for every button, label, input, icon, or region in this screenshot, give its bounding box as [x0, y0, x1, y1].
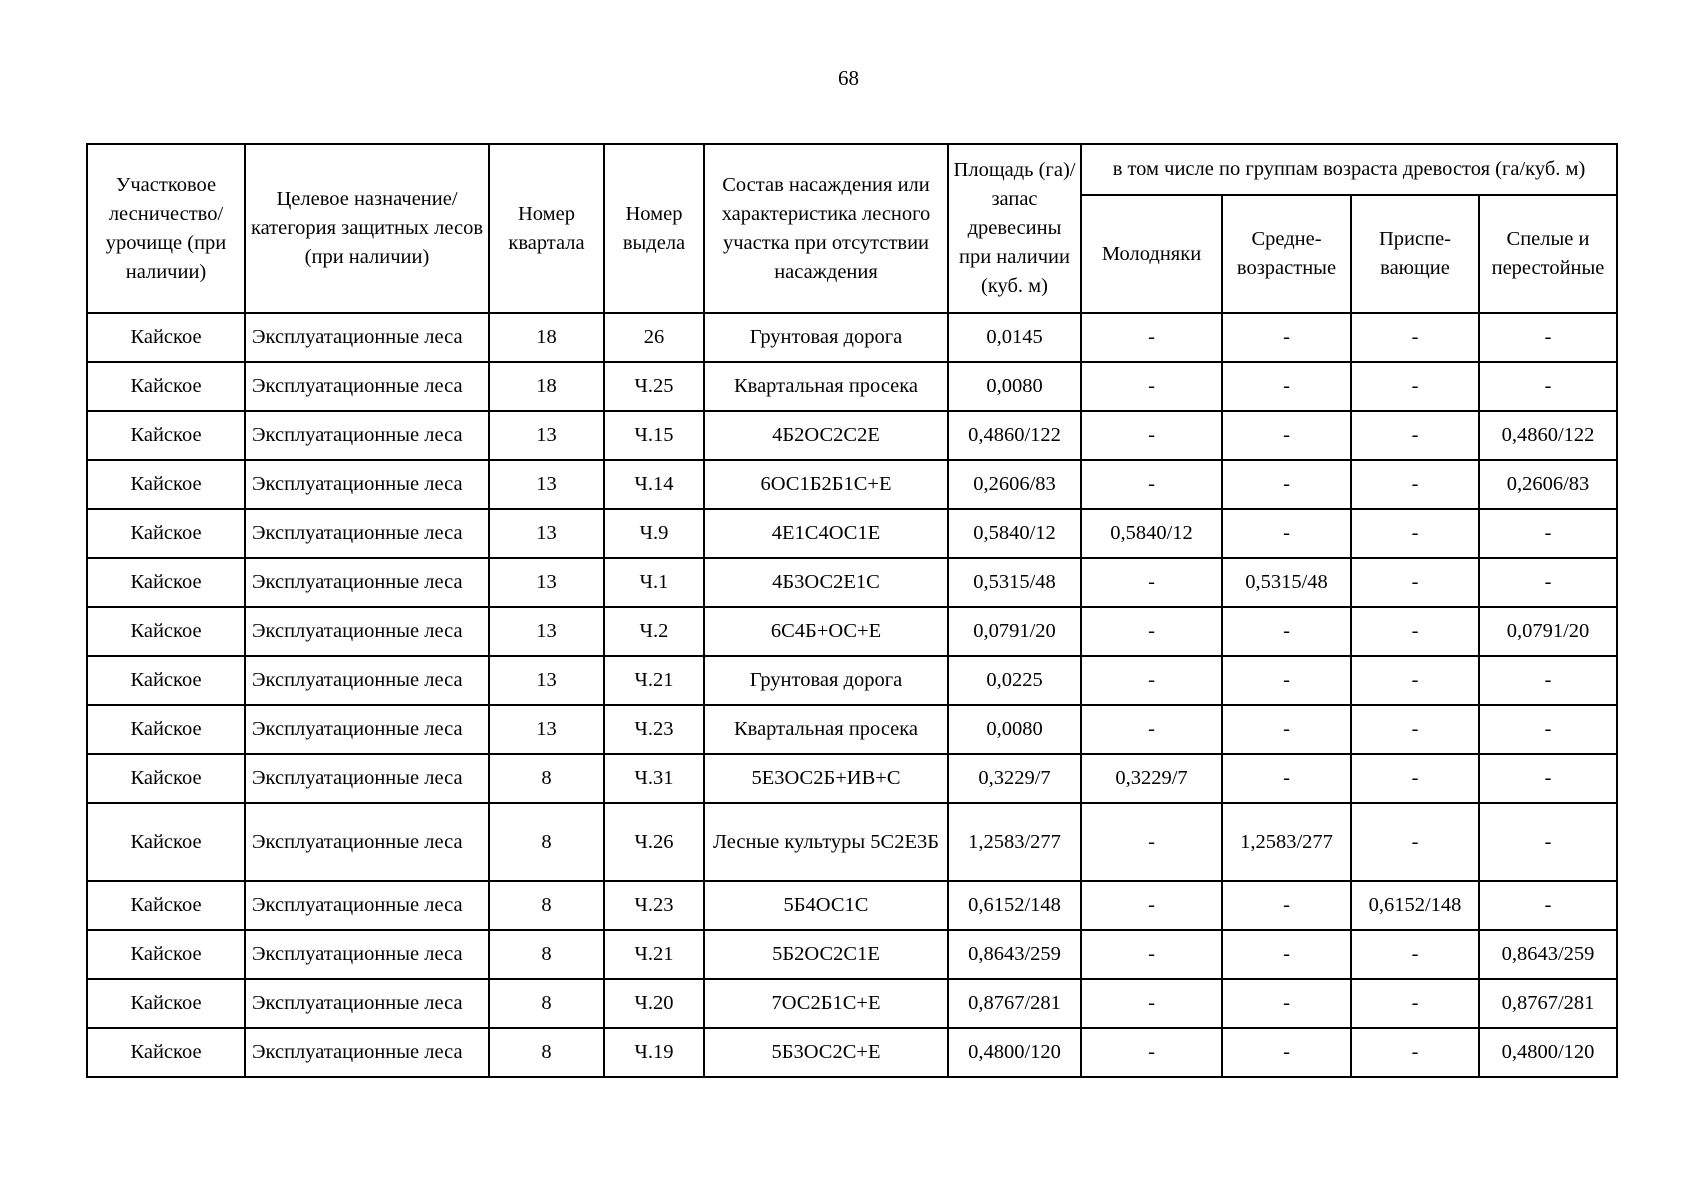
cell-area-stock: 0,0225 — [948, 656, 1081, 705]
cell-quarter: 13 — [489, 558, 604, 607]
cell-purpose: Эксплуатационные леса — [245, 881, 489, 930]
cell-mature: - — [1479, 754, 1617, 803]
cell-maturing: - — [1351, 362, 1479, 411]
cell-maturing: - — [1351, 705, 1479, 754]
cell-maturing: - — [1351, 558, 1479, 607]
cell-mature: - — [1479, 362, 1617, 411]
cell-area-stock: 0,0080 — [948, 705, 1081, 754]
cell-quarter: 8 — [489, 754, 604, 803]
cell-purpose: Эксплуатационные леса — [245, 411, 489, 460]
cell-composition: 5Б3ОС2С+Е — [704, 1028, 948, 1077]
header-purpose: Целевое назначение/ категория защитных лесов (при наличии) — [245, 144, 489, 313]
header-forestry: Участковое лесничество/ урочище (при наличии) — [87, 144, 245, 313]
table-row — [87, 607, 1617, 656]
cell-purpose: Эксплуатационные леса — [245, 930, 489, 979]
cell-quarter: 13 — [489, 705, 604, 754]
cell-quarter: 8 — [489, 979, 604, 1028]
cell-quarter: 13 — [489, 411, 604, 460]
cell-composition: Грунтовая дорога — [704, 313, 948, 362]
table-body — [87, 313, 1617, 1077]
cell-maturing: - — [1351, 754, 1479, 803]
table-row — [87, 930, 1617, 979]
cell-forestry: Кайское — [87, 411, 245, 460]
cell-middle-aged: - — [1222, 313, 1351, 362]
cell-composition: 5Б4ОС1С — [704, 881, 948, 930]
header-middle-aged: Средне-возрастные — [1222, 195, 1351, 313]
cell-quarter: 8 — [489, 1028, 604, 1077]
cell-allotment: Ч.19 — [604, 1028, 704, 1077]
cell-young: - — [1081, 1028, 1222, 1077]
cell-area-stock: 0,0145 — [948, 313, 1081, 362]
cell-mature: - — [1479, 509, 1617, 558]
cell-allotment: Ч.31 — [604, 754, 704, 803]
cell-maturing: - — [1351, 979, 1479, 1028]
cell-young: - — [1081, 411, 1222, 460]
cell-mature: - — [1479, 656, 1617, 705]
cell-allotment: Ч.21 — [604, 930, 704, 979]
cell-area-stock: 0,4860/122 — [948, 411, 1081, 460]
cell-middle-aged: - — [1222, 754, 1351, 803]
cell-forestry: Кайское — [87, 1028, 245, 1077]
cell-allotment: 26 — [604, 313, 704, 362]
table-row — [87, 656, 1617, 705]
cell-maturing: - — [1351, 1028, 1479, 1077]
table-header — [87, 144, 1617, 313]
cell-young: - — [1081, 362, 1222, 411]
cell-mature: 0,2606/83 — [1479, 460, 1617, 509]
cell-middle-aged: - — [1222, 362, 1351, 411]
table-row — [87, 411, 1617, 460]
cell-middle-aged: - — [1222, 607, 1351, 656]
cell-area-stock: 0,2606/83 — [948, 460, 1081, 509]
cell-composition: 5Е3ОС2Б+ИВ+С — [704, 754, 948, 803]
cell-mature: 0,0791/20 — [1479, 607, 1617, 656]
cell-mature: - — [1479, 881, 1617, 930]
cell-young: - — [1081, 460, 1222, 509]
table-row — [87, 754, 1617, 803]
cell-composition: 6С4Б+ОС+Е — [704, 607, 948, 656]
cell-middle-aged: - — [1222, 930, 1351, 979]
cell-forestry: Кайское — [87, 656, 245, 705]
cell-young: 0,5840/12 — [1081, 509, 1222, 558]
cell-composition: 4Б2ОС2С2Е — [704, 411, 948, 460]
cell-forestry: Кайское — [87, 754, 245, 803]
table-row — [87, 979, 1617, 1028]
cell-maturing: - — [1351, 509, 1479, 558]
cell-quarter: 13 — [489, 607, 604, 656]
cell-middle-aged: - — [1222, 509, 1351, 558]
cell-maturing: - — [1351, 460, 1479, 509]
header-mature-overmature: Спелые и перестойные — [1479, 195, 1617, 313]
cell-maturing: 0,6152/148 — [1351, 881, 1479, 930]
cell-area-stock: 0,0080 — [948, 362, 1081, 411]
cell-forestry: Кайское — [87, 607, 245, 656]
cell-mature: 0,4800/120 — [1479, 1028, 1617, 1077]
cell-composition: 4Е1С4ОС1Е — [704, 509, 948, 558]
cell-mature: - — [1479, 313, 1617, 362]
header-maturing: Приспе-вающие — [1351, 195, 1479, 313]
cell-composition: Грунтовая дорога — [704, 656, 948, 705]
table-row — [87, 313, 1617, 362]
cell-forestry: Кайское — [87, 881, 245, 930]
cell-young: - — [1081, 656, 1222, 705]
cell-mature: 0,4860/122 — [1479, 411, 1617, 460]
cell-area-stock: 0,6152/148 — [948, 881, 1081, 930]
cell-area-stock: 0,3229/7 — [948, 754, 1081, 803]
cell-purpose: Эксплуатационные леса — [245, 754, 489, 803]
cell-young: - — [1081, 979, 1222, 1028]
cell-area-stock: 0,4800/120 — [948, 1028, 1081, 1077]
table-row — [87, 803, 1617, 881]
cell-middle-aged: 0,5315/48 — [1222, 558, 1351, 607]
cell-purpose: Эксплуатационные леса — [245, 313, 489, 362]
cell-maturing: - — [1351, 313, 1479, 362]
cell-mature: - — [1479, 803, 1617, 881]
cell-forestry: Кайское — [87, 705, 245, 754]
cell-purpose: Эксплуатационные леса — [245, 1028, 489, 1077]
cell-composition: Квартальная просека — [704, 705, 948, 754]
cell-allotment: Ч.20 — [604, 979, 704, 1028]
cell-young: - — [1081, 558, 1222, 607]
cell-allotment: Ч.23 — [604, 881, 704, 930]
table-row — [87, 558, 1617, 607]
cell-composition: Лесные культуры 5С2Е3Б — [704, 803, 948, 881]
header-young: Молодняки — [1081, 195, 1222, 313]
cell-young: - — [1081, 607, 1222, 656]
cell-maturing: - — [1351, 607, 1479, 656]
page-number: 68 — [838, 66, 859, 90]
cell-allotment: Ч.9 — [604, 509, 704, 558]
cell-allotment: Ч.26 — [604, 803, 704, 881]
cell-quarter: 13 — [489, 656, 604, 705]
cell-area-stock: 0,5840/12 — [948, 509, 1081, 558]
cell-middle-aged: - — [1222, 411, 1351, 460]
cell-forestry: Кайское — [87, 803, 245, 881]
cell-quarter: 18 — [489, 313, 604, 362]
header-allotment-number: Номер выдела — [604, 144, 704, 313]
cell-young: - — [1081, 803, 1222, 881]
cell-composition: Квартальная просека — [704, 362, 948, 411]
cell-mature: 0,8767/281 — [1479, 979, 1617, 1028]
cell-purpose: Эксплуатационные леса — [245, 460, 489, 509]
cell-purpose: Эксплуатационные леса — [245, 362, 489, 411]
cell-young: - — [1081, 930, 1222, 979]
cell-area-stock: 0,8643/259 — [948, 930, 1081, 979]
header-age-groups: в том числе по группам возраста древостоя (га/куб. м) — [1081, 144, 1617, 195]
table-row — [87, 705, 1617, 754]
cell-allotment: Ч.23 — [604, 705, 704, 754]
cell-allotment: Ч.2 — [604, 607, 704, 656]
cell-middle-aged: - — [1222, 705, 1351, 754]
cell-composition: 4Б3ОС2Е1С — [704, 558, 948, 607]
table-row — [87, 509, 1617, 558]
cell-composition: 7ОС2Б1С+Е — [704, 979, 948, 1028]
cell-forestry: Кайское — [87, 460, 245, 509]
cell-purpose: Эксплуатационные леса — [245, 509, 489, 558]
cell-forestry: Кайское — [87, 930, 245, 979]
cell-forestry: Кайское — [87, 362, 245, 411]
cell-mature: - — [1479, 558, 1617, 607]
cell-allotment: Ч.14 — [604, 460, 704, 509]
cell-quarter: 13 — [489, 509, 604, 558]
cell-quarter: 8 — [489, 881, 604, 930]
cell-maturing: - — [1351, 411, 1479, 460]
table-row — [87, 1028, 1617, 1077]
cell-quarter: 18 — [489, 362, 604, 411]
table-row — [87, 362, 1617, 411]
cell-young: - — [1081, 705, 1222, 754]
cell-young: - — [1081, 881, 1222, 930]
cell-purpose: Эксплуатационные леса — [245, 656, 489, 705]
cell-area-stock: 1,2583/277 — [948, 803, 1081, 881]
cell-area-stock: 0,5315/48 — [948, 558, 1081, 607]
cell-quarter: 8 — [489, 803, 604, 881]
cell-allotment: Ч.15 — [604, 411, 704, 460]
header-area-stock: Площадь (га)/ запас древесины при наличии (куб. м) — [948, 144, 1081, 313]
cell-purpose: Эксплуатационные леса — [245, 607, 489, 656]
cell-purpose: Эксплуатационные леса — [245, 705, 489, 754]
cell-forestry: Кайское — [87, 558, 245, 607]
cell-middle-aged: - — [1222, 881, 1351, 930]
cell-young: 0,3229/7 — [1081, 754, 1222, 803]
cell-composition: 5Б2ОС2С1Е — [704, 930, 948, 979]
cell-maturing: - — [1351, 930, 1479, 979]
cell-quarter: 13 — [489, 460, 604, 509]
cell-middle-aged: - — [1222, 460, 1351, 509]
header-composition: Состав насаждения или характеристика лесного участка при отсутствии насаждения — [704, 144, 948, 313]
cell-composition: 6ОС1Б2Б1С+Е — [704, 460, 948, 509]
cell-allotment: Ч.1 — [604, 558, 704, 607]
cell-maturing: - — [1351, 803, 1479, 881]
cell-mature: 0,8643/259 — [1479, 930, 1617, 979]
cell-middle-aged: - — [1222, 979, 1351, 1028]
cell-young: - — [1081, 313, 1222, 362]
cell-purpose: Эксплуатационные леса — [245, 803, 489, 881]
table-row — [87, 881, 1617, 930]
cell-forestry: Кайское — [87, 313, 245, 362]
cell-quarter: 8 — [489, 930, 604, 979]
cell-mature: - — [1479, 705, 1617, 754]
forest-allotment-table — [86, 143, 1618, 1078]
cell-maturing: - — [1351, 656, 1479, 705]
cell-forestry: Кайское — [87, 979, 245, 1028]
cell-middle-aged: 1,2583/277 — [1222, 803, 1351, 881]
cell-allotment: Ч.21 — [604, 656, 704, 705]
cell-middle-aged: - — [1222, 1028, 1351, 1077]
header-quarter-number: Номер квартала — [489, 144, 604, 313]
table-row — [87, 460, 1617, 509]
cell-middle-aged: - — [1222, 656, 1351, 705]
cell-purpose: Эксплуатационные леса — [245, 558, 489, 607]
cell-area-stock: 0,8767/281 — [948, 979, 1081, 1028]
cell-area-stock: 0,0791/20 — [948, 607, 1081, 656]
cell-forestry: Кайское — [87, 509, 245, 558]
cell-allotment: Ч.25 — [604, 362, 704, 411]
cell-purpose: Эксплуатационные леса — [245, 979, 489, 1028]
